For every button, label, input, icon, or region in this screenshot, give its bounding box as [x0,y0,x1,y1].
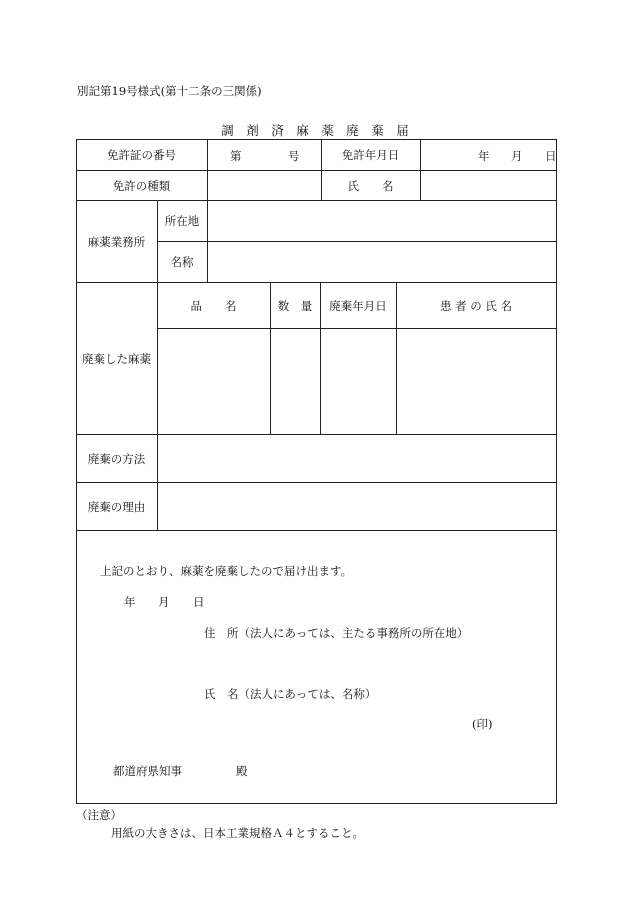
license-date-label: 免許年月日 [341,148,400,162]
applicant-address-line: 住 所（法人にあっては、主たる事務所の所在地） [204,626,469,640]
seal-mark: (印) [472,717,493,731]
column-quantity: 数 量 [277,298,313,313]
disposal-reason-label: 廃棄の理由 [87,499,146,514]
declaration-statement: 上記のとおり、麻薬を廃棄したので届け出ます。 [100,564,353,578]
license-number-go: 号 [288,149,300,163]
disposed-narcotics-label: 廃棄した麻薬 [82,351,151,366]
license-date-month: 月 [511,149,523,163]
notes-text: 用紙の大きさは、日本工業規格Ａ４とすること。 [111,826,364,840]
column-patient-name: 患 者 の 氏 名 [439,298,513,313]
column-disposal-date: 廃棄年月日 [329,298,387,313]
addressee: 都道府県知事 [113,764,182,778]
applicant-name-line: 氏 名（法人にあっては、名称） [204,687,377,701]
office-name-label: 名称 [170,255,194,269]
license-date-year: 年 [478,149,490,163]
honorific: 殿 [236,764,248,778]
notes-heading: （注意） [76,808,122,822]
license-number-label: 免許証の番号 [107,148,176,162]
form-number-label: 別記第19号様式(第十二条の三関係) [77,84,262,98]
name-label: 氏 名 [347,178,394,193]
license-type-label: 免許の種類 [112,178,171,193]
declaration-year: 年 [124,595,136,609]
office-address-label: 所在地 [164,214,200,228]
office-label: 麻薬業務所 [87,234,146,249]
license-number-dai: 第 [230,149,242,163]
form-title: 調 剤 済 麻 薬 廃 棄 届 [221,123,409,138]
column-item-name: 品 名 [190,298,237,313]
declaration-day: 日 [193,595,205,609]
license-date-day: 日 [545,149,557,163]
declaration-month: 月 [158,595,170,609]
disposal-method-label: 廃棄の方法 [87,451,146,466]
